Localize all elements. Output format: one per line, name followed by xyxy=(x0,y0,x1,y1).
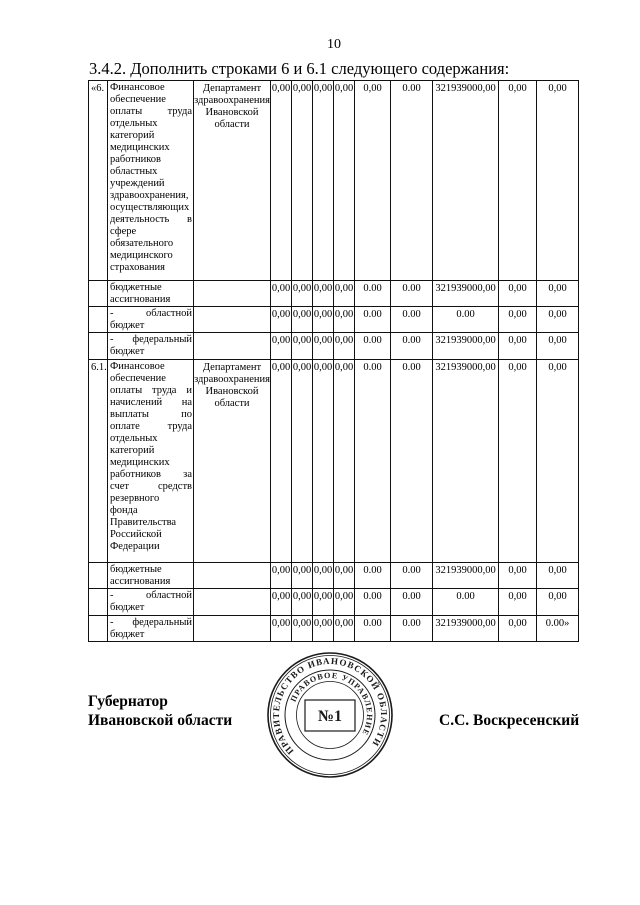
amount-cell: 0,00 xyxy=(537,563,579,589)
description-line: категорий xyxy=(110,445,155,456)
amount-cell: 0.00 xyxy=(355,563,391,589)
page-number: 10 xyxy=(327,37,341,52)
row-number: 6.1. xyxy=(91,362,107,373)
amount-cell: 0,00 xyxy=(499,281,537,307)
table-subrow xyxy=(89,616,579,642)
signature-name: С.С. Воскресенский xyxy=(439,712,580,729)
description-cell xyxy=(108,616,194,642)
description-line: Финансовое xyxy=(110,361,165,372)
budget-table xyxy=(88,80,579,642)
description-line: обеспечение xyxy=(110,373,166,384)
description-line: медицинских xyxy=(110,457,170,468)
department-cell xyxy=(194,333,271,360)
description-line: резервного xyxy=(110,493,160,504)
department-line: Департамент xyxy=(202,83,262,94)
amount-cell: 0.00» xyxy=(537,616,579,642)
amount-cell: 0.00 xyxy=(391,281,433,307)
amount-cell: 0,00 xyxy=(313,589,334,616)
amount-cell: 0,00 xyxy=(313,360,334,563)
amount-cell: 321939000,00 xyxy=(433,563,499,589)
description-cell xyxy=(108,333,194,360)
amount-cell: 0,00 xyxy=(292,333,313,360)
amount-cell: 0.00 xyxy=(355,333,391,360)
amount-cell: 0,00 xyxy=(537,81,579,281)
description-line: фонда xyxy=(110,505,138,516)
amount-cell: 0,00 xyxy=(313,307,334,333)
amount-cell: 0.00 xyxy=(391,307,433,333)
amount-cell: 0.00 xyxy=(391,616,433,642)
table-subrow xyxy=(89,563,579,589)
description-line: - федеральный xyxy=(110,617,192,628)
description-line: Российской xyxy=(110,529,162,540)
amount-cell: 0,00 xyxy=(271,616,292,642)
amount-cell: 0.00 xyxy=(355,616,391,642)
table-subrow xyxy=(89,281,579,307)
description-line: медицинских xyxy=(110,142,170,153)
amount-cell: 0,00 xyxy=(271,360,292,563)
row-number-cell xyxy=(89,616,108,642)
amount-cell: 0,00 xyxy=(537,360,579,563)
amount-cell: 0,00 xyxy=(313,616,334,642)
amount-cell: 0,00 xyxy=(355,81,391,281)
amount-cell: 0.00 xyxy=(391,563,433,589)
description-line: осуществляющих xyxy=(110,202,190,213)
department-line: Департамент xyxy=(202,362,262,373)
description-line: деятельность в xyxy=(110,214,192,225)
amount-cell: 0.00 xyxy=(391,333,433,360)
amount-cell: 0,00 xyxy=(334,563,355,589)
amount-cell: 0,00 xyxy=(499,307,537,333)
description-line: отдельных xyxy=(110,118,158,129)
amount-cell: 0,00 xyxy=(334,333,355,360)
description-line: бюджетные xyxy=(110,564,162,575)
amount-cell: 0,00 xyxy=(292,81,313,281)
amount-cell: 0.00 xyxy=(391,81,433,281)
row-number-cell xyxy=(89,563,108,589)
description-line: сфере xyxy=(110,226,137,237)
amount-cell: 0,00 xyxy=(537,307,579,333)
amount-cell: 0,00 xyxy=(292,589,313,616)
description-line: бюджетные xyxy=(110,282,162,293)
amount-cell: 321939000,00 xyxy=(433,333,499,360)
amount-cell: 0,00 xyxy=(292,281,313,307)
table-subrow xyxy=(89,307,579,333)
stamp-number: №1 xyxy=(317,708,343,725)
amount-cell: 0,00 xyxy=(271,589,292,616)
amount-cell: 0.00 xyxy=(355,589,391,616)
amount-cell: 321939000,00 xyxy=(433,616,499,642)
description-line: отдельных xyxy=(110,433,158,444)
description-line: бюджет xyxy=(110,629,145,640)
table-subrow xyxy=(89,589,579,616)
amount-cell: 0,00 xyxy=(334,616,355,642)
department-cell xyxy=(194,307,271,333)
description-line: работников xyxy=(110,154,161,165)
description-line: оплаты труда и xyxy=(110,385,192,396)
amount-cell: 0,00 xyxy=(271,281,292,307)
stamp-outer-text-path: ПРАВИТЕЛЬСТВО ИВАНОВСКОЙ ОБЛАСТИ xyxy=(270,655,390,757)
amount-cell: 0,00 xyxy=(334,589,355,616)
description-line: страхования xyxy=(110,262,165,273)
description-line: категорий xyxy=(110,130,155,141)
amount-cell: 0.00 xyxy=(355,307,391,333)
amount-cell: 0,00 xyxy=(313,333,334,360)
description-line: начислений на xyxy=(110,397,192,408)
row-number-cell xyxy=(89,333,108,360)
amount-cell: 0.00 xyxy=(355,360,391,563)
description-line: - областной xyxy=(110,308,192,319)
description-line: учреждений xyxy=(110,178,165,189)
amount-cell: 0,00 xyxy=(271,333,292,360)
amount-cell: 0,00 xyxy=(499,563,537,589)
row-number-cell xyxy=(89,281,108,307)
amount-cell: 0,00 xyxy=(271,563,292,589)
amount-cell: 0,00 xyxy=(499,360,537,563)
department-cell xyxy=(194,563,271,589)
description-line: медицинского xyxy=(110,250,173,261)
department-cell xyxy=(194,616,271,642)
amount-cell: 0,00 xyxy=(292,307,313,333)
description-line: ассигнования xyxy=(110,294,171,305)
description-line: работников за xyxy=(110,469,192,480)
description-line: ассигнования xyxy=(110,576,171,587)
description-cell xyxy=(108,307,194,333)
description-line: - федеральный xyxy=(110,334,192,345)
description-line: Федерации xyxy=(110,541,160,552)
department-cell xyxy=(194,589,271,616)
amount-cell: 321939000,00 xyxy=(433,281,499,307)
description-cell xyxy=(108,589,194,616)
amount-cell: 0.00 xyxy=(355,281,391,307)
description-cell xyxy=(108,81,194,281)
amount-cell: 0,00 xyxy=(499,616,537,642)
signature-position-line-1: Губернатор xyxy=(88,693,168,710)
amount-cell: 0,00 xyxy=(313,81,334,281)
amount-cell: 0,00 xyxy=(313,563,334,589)
row-number: «6. xyxy=(91,83,105,94)
amount-cell: 321939000,00 xyxy=(433,81,499,281)
description-line: обязательного xyxy=(110,238,174,249)
section-heading: 3.4.2. Дополнить строками 6 и 6.1 следующего содержания: xyxy=(89,59,510,78)
department-line: здравоохранения xyxy=(194,95,270,106)
description-line: счет средств xyxy=(110,481,192,492)
signature-position-line-2: Ивановской области xyxy=(88,712,233,729)
department-line: здравоохранения xyxy=(194,374,270,385)
table-subrow xyxy=(89,333,579,360)
table-row xyxy=(89,81,579,281)
amount-cell: 0,00 xyxy=(292,360,313,563)
row-number-cell xyxy=(89,589,108,616)
amount-cell: 0,00 xyxy=(271,307,292,333)
amount-cell: 0,00 xyxy=(292,563,313,589)
amount-cell: 0.00 xyxy=(391,360,433,563)
description-line: бюджет xyxy=(110,602,145,613)
amount-cell: 321939000,00 xyxy=(433,360,499,563)
description-cell xyxy=(108,360,194,563)
department-cell xyxy=(194,360,271,563)
description-line: оплаты труда xyxy=(110,106,192,117)
amount-cell: 0.00 xyxy=(391,589,433,616)
department-cell xyxy=(194,281,271,307)
description-line: оплате труда xyxy=(110,421,192,432)
amount-cell: 0.00 xyxy=(433,307,499,333)
table-body xyxy=(89,81,579,642)
description-line: обеспечение xyxy=(110,94,166,105)
department-line: области xyxy=(214,119,250,130)
description-line: бюджет xyxy=(110,346,145,357)
description-line: Правительства xyxy=(110,517,177,528)
department-line: Ивановской xyxy=(205,386,259,397)
amount-cell: 0,00 xyxy=(499,589,537,616)
description-cell xyxy=(108,281,194,307)
amount-cell: 0,00 xyxy=(537,281,579,307)
description-line: областных xyxy=(110,166,158,177)
description-line: - областной xyxy=(110,590,192,601)
department-line: области xyxy=(214,398,250,409)
official-stamp xyxy=(265,650,395,780)
amount-cell: 0,00 xyxy=(313,281,334,307)
amount-cell: 0,00 xyxy=(292,616,313,642)
table-row xyxy=(89,360,579,563)
amount-cell: 0,00 xyxy=(499,81,537,281)
row-number-cell xyxy=(89,307,108,333)
row-number-cell xyxy=(89,81,108,281)
department-line: Ивановской xyxy=(205,107,259,118)
description-line: бюджет xyxy=(110,320,145,331)
description-line: здравоохранения, xyxy=(110,190,189,201)
amount-cell: 0,00 xyxy=(271,81,292,281)
stamp-inner-text-path: ПРАВОВОЕ УПРАВЛЕНИЕ xyxy=(288,670,375,738)
amount-cell: 0,00 xyxy=(499,333,537,360)
amount-cell: 0,00 xyxy=(537,589,579,616)
description-line: Финансовое xyxy=(110,82,165,93)
description-line: выплаты по xyxy=(110,409,192,420)
amount-cell: 0,00 xyxy=(334,281,355,307)
amount-cell: 0.00 xyxy=(433,589,499,616)
department-cell xyxy=(194,81,271,281)
amount-cell: 0,00 xyxy=(334,81,355,281)
amount-cell: 0,00 xyxy=(537,333,579,360)
amount-cell: 0,00 xyxy=(334,360,355,563)
row-number-cell xyxy=(89,360,108,563)
amount-cell: 0,00 xyxy=(334,307,355,333)
description-cell xyxy=(108,563,194,589)
